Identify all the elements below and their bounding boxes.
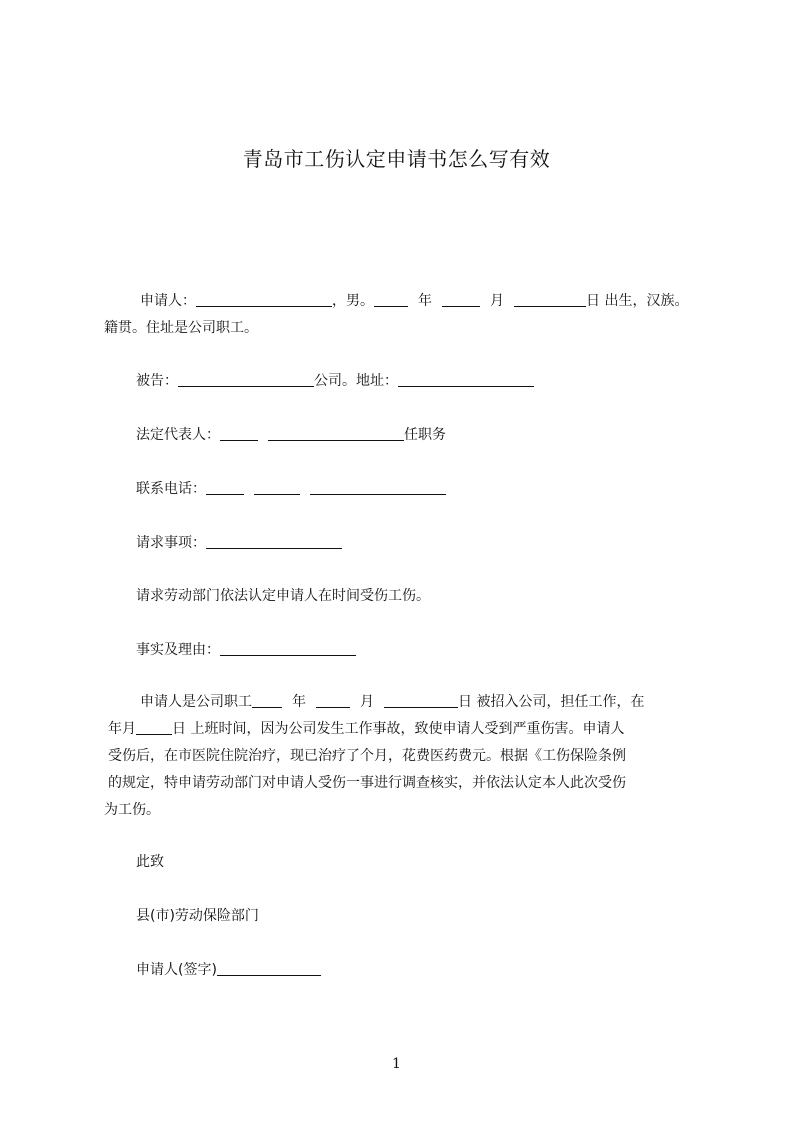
phone-blank-1	[206, 480, 244, 495]
request-items-line	[136, 533, 342, 553]
hire-year-label: 年	[292, 694, 306, 710]
hire-month-label: 月	[360, 694, 374, 710]
legal-rep-line	[136, 425, 446, 445]
signature-line	[136, 960, 321, 980]
defendant-company: 公司。地址：	[314, 373, 398, 389]
request-items-label: 请求事项：	[136, 535, 206, 551]
legal-rep-name-blank	[220, 426, 258, 441]
birth-day-blank	[514, 292, 586, 307]
body-line-5: 为工伤。	[104, 802, 160, 818]
phone-blank-3	[310, 480, 446, 495]
birth-year-blank	[374, 292, 408, 307]
facts-line	[136, 640, 356, 660]
body-line-1	[140, 692, 644, 712]
defendant-line	[136, 371, 534, 391]
legal-rep-label: 法定代表人：	[136, 427, 220, 443]
body-p1-start: 申请人是公司职工	[140, 694, 252, 710]
defendant-label: 被告：	[136, 373, 178, 389]
birth-day-label: 日 出生，汉族。	[586, 293, 689, 309]
facts-blank	[220, 641, 356, 656]
applicant-line-2: 籍贯。住址是公司职工。	[104, 320, 258, 336]
signature-blank	[217, 961, 321, 976]
request-items-blank	[206, 534, 342, 549]
applicant-line	[140, 291, 688, 311]
applicant-name-blank	[196, 292, 332, 307]
hire-month-blank	[316, 693, 350, 708]
request-text: 请求劳动部门依法认定申请人在时间受伤工伤。	[136, 588, 430, 604]
closing-salutation: 此致	[136, 854, 164, 870]
phone-label: 联系电话：	[136, 481, 206, 497]
signature-label: 申请人(签字)	[136, 962, 217, 978]
birth-month-label: 月	[490, 293, 504, 309]
body-p2-start: 年月	[108, 721, 136, 737]
document-title: 青岛市工伤认定申请书怎么写有效	[242, 147, 551, 171]
body-line-2	[108, 719, 624, 739]
body-p2-rest: 日 上班时间，因为公司发生工作事故，致使申请人受到严重伤害。申请人	[172, 721, 625, 737]
body-line-4: 的规定，特申请劳动部门对申请人受伤一事进行调查核实，并依法认定本人此次受伤	[108, 775, 626, 791]
body-line-3: 受伤后，在市医院住院治疗，现已治疗了个月，花费医药费元。根据《工伤保险条例	[108, 748, 626, 764]
injury-day-blank	[136, 720, 172, 735]
defendant-address-blank	[398, 372, 534, 387]
hire-year-blank	[252, 693, 282, 708]
legal-rep-title-blank	[268, 426, 404, 441]
recipient-department: 县(市)劳动保险部门	[136, 908, 259, 924]
facts-label: 事实及理由：	[136, 642, 220, 658]
defendant-name-blank	[178, 372, 314, 387]
phone-line	[136, 479, 446, 499]
applicant-label: 申请人：	[140, 293, 196, 309]
page-number: 1	[392, 1056, 401, 1072]
birth-year-label: 年	[418, 293, 432, 309]
applicant-gender: ，男。	[332, 293, 374, 309]
legal-rep-position: 任职务	[404, 427, 446, 443]
hire-day-blank	[384, 693, 458, 708]
birth-month-blank	[442, 292, 480, 307]
body-p1-rest: 日 被招入公司，担任工作，在	[458, 694, 645, 710]
phone-blank-2	[254, 480, 300, 495]
